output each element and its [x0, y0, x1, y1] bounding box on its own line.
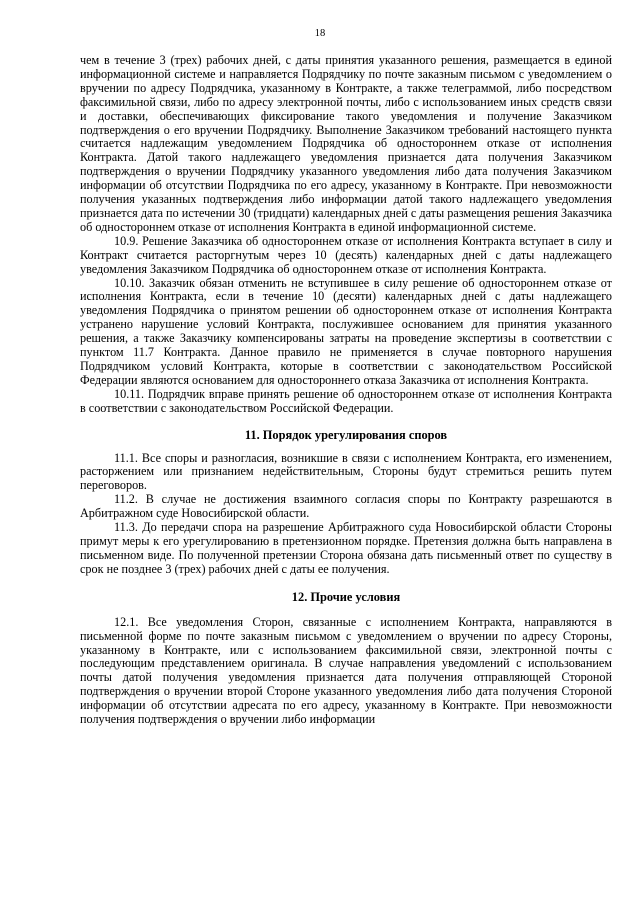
section-heading-11: 11. Порядок урегулирования споров — [244, 427, 448, 442]
section-heading-12: 12. Прочие условия — [291, 589, 401, 604]
paragraph-10-10: 10.10. Заказчик обязан отменить не вступившее в силу решение об одностороннем отказе от исполнения Контракта, если в течение 10 (десяти) календарных дней с даты надлежащего уведомления Подрядчика о принятом решении об одностороннем отказе от исполнения Контракта устранено нарушение условий Контракта, послужившее основанием для принятия указанного решения, а также Заказчику компенсированы затраты на проведение экспертизы в соответствии с пунктом 11.7 Контракта. Данное правило не применяется в случае повторного нарушения Подрядчиком условий Контракта, которые в соответствии с законодательством Российской Федерации являются основанием для одностороннего отказа Заказчика от исполнения Контракта. — [80, 275, 612, 387]
document-body — [80, 54, 612, 727]
paragraph-12-1: 12.1. Все уведомления Сторон, связанные с исполнением Контракта, направляются в письменной форме по почте заказным письмом с уведомлением о вручении по адресу Стороны, указанному в Контракте, или с использованием факсимильной связи, электронной почты с последующим представлением оригинала. В случае направления уведомлений с использованием почты датой получения уведомления признается дата получения отправляющей Стороной подтверждения о вручении второй Стороне указанного уведомления либо дата получения Стороной информации об отсутствии адресата по его адресу, указанному в Контракте. При невозможности получения подтверждения о вручении либо информации — [80, 615, 612, 727]
paragraph-10-8-continuation: чем в течение 3 (трех) рабочих дней, с даты принятия указанного решения, размещается в единой информационной системе и направляется Подрядчику по почте заказным письмом с уведомлением о вручении по адресу Подрядчика, указанному в Контракте, а также телеграммой, либо посредством факсимильной связи, либо по адресу электронной почты, либо с использованием иных средств связи и доставки, обеспечивающих фиксирование такого уведомления и получение Заказчиком подтверждения о его вручении Подрядчику. Выполнение Заказчиком требований настоящего пункта считается надлежащим уведомлением Подрядчика об одностороннем отказе от исполнения Контракта. Датой такого надлежащего уведомления признается дата получения Заказчиком подтверждения о вручении Подрядчику указанного уведомления либо дата получения Заказчиком информации об отсутствии Подрядчика по его адресу, указанному в Контракте. При невозможности получения указанных подтверждения либо информации датой такого надлежащего уведомления признается дата по истечении 30 (тридцати) календарных дней с даты размещения решения Заказчика об одностороннем отказе от исполнения Контракта в единой информационной системе. — [80, 53, 613, 234]
paragraph-10-9: 10.9. Решение Заказчика об одностороннем отказе от исполнения Контракта вступает в силу и Контракт считается расторгнутым через 10 (десять) календарных дней с даты надлежащего уведомления Заказчиком Подрядчика об одностороннем отказе от исполнения Контракта. — [80, 233, 612, 276]
paragraph-10-11: 10.11. Подрядчик вправе принять решение об одностороннем отказе от исполнения Контракта в соответствии с законодательством Российской Федерации. — [80, 386, 612, 415]
paragraph-11-3: 11.3. До передачи спора на разрешение Арбитражного суда Новосибирской области Стороны примут меры к его урегулированию в претензионном порядке. Претензия должна быть направлена в письменном виде. По полученной претензии Сторона обязана дать письменный ответ по существу в срок не позднее 3 (трех) рабочих дней с даты ее получения. — [80, 520, 612, 576]
page-number: 18 — [314, 28, 326, 39]
paragraph-11-1: 11.1. Все споры и разногласия, возникшие в связи с исполнением Контракта, его изменением, расторжением или признанием недействительным, Стороны будут стремиться решить путем переговоров. — [80, 450, 612, 493]
paragraph-11-2: 11.2. В случае не достижения взаимного согласия споры по Контракту разрешаются в Арбитражном суде Новосибирской области. — [80, 492, 612, 521]
